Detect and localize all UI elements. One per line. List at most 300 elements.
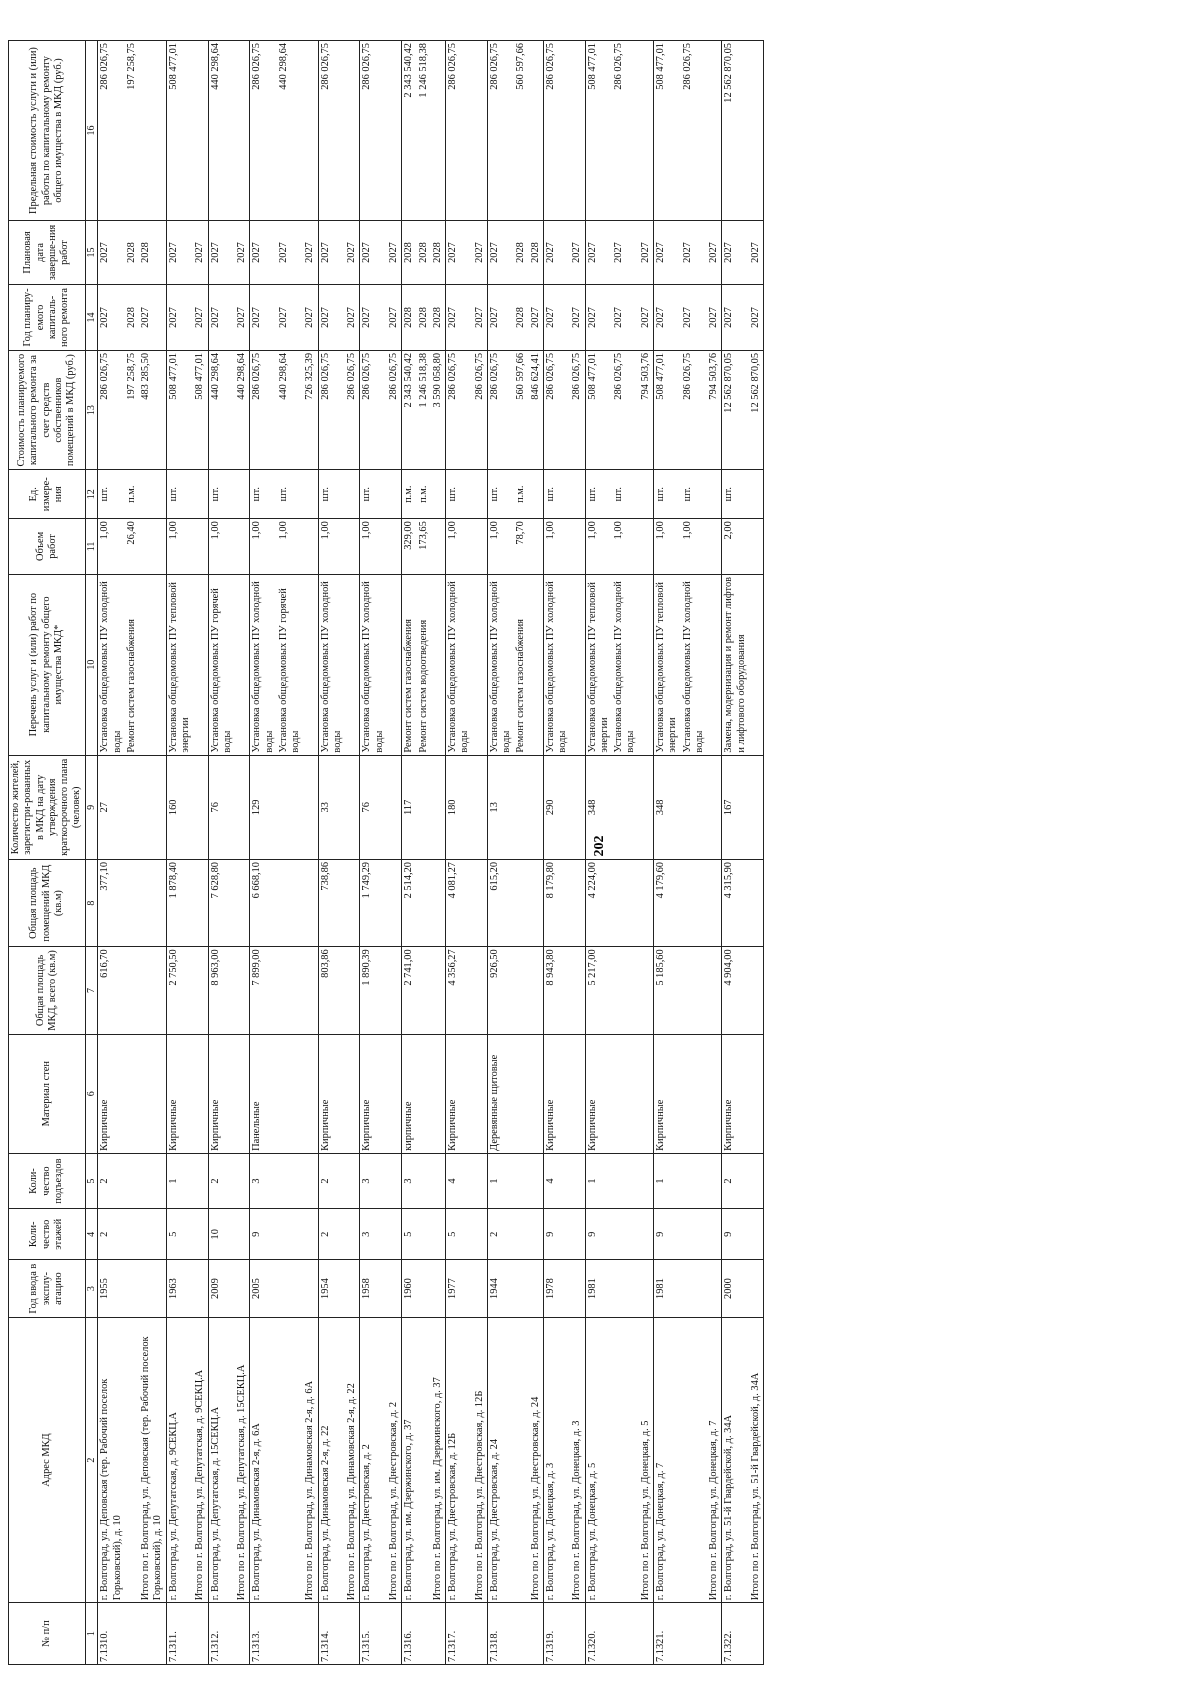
total-year: 2028 xyxy=(431,284,446,350)
column-header: Объем работ xyxy=(9,519,86,574)
empty-cell xyxy=(235,41,250,221)
cost-cell: 286 026,75 xyxy=(681,350,708,469)
empty-cell xyxy=(345,470,360,519)
walls-cell: Кирпичные xyxy=(543,1034,570,1153)
area-total-cell xyxy=(277,947,304,1034)
floors-cell: 9 xyxy=(250,1209,277,1260)
table-row xyxy=(487,41,514,1665)
table-row xyxy=(446,41,473,1665)
total-label: Итого по г. Волгоград, ул. Днестровская, д. 2 xyxy=(387,1317,402,1602)
walls-cell xyxy=(277,1034,304,1153)
empty-cell xyxy=(749,1034,764,1153)
year-cell: 2000 xyxy=(722,1260,749,1318)
plan-year-cell: 2027 xyxy=(360,284,387,350)
empty-cell xyxy=(473,1603,488,1665)
limit-cost-cell: 286 026,75 xyxy=(543,41,570,221)
cost-cell: 12 562 870,05 xyxy=(722,350,749,469)
plan-year-cell: 2027 xyxy=(612,284,639,350)
plan-year-cell: 2027 xyxy=(543,284,570,350)
column-header: Количество жителей, зарегистри-рованных в МКД на дату утверждения краткосрочного плана (человек) xyxy=(9,755,86,859)
work-name-cell: Установка общедомовых ПУ холодной воды xyxy=(250,574,277,755)
end-date-cell: 2027 xyxy=(487,221,514,285)
column-header: Коли-чество подъездов xyxy=(9,1153,86,1208)
area-rooms-cell xyxy=(612,859,639,946)
cost-cell: 1 246 518,38 xyxy=(417,350,431,469)
empty-cell xyxy=(387,859,402,946)
residents-cell xyxy=(612,755,639,859)
empty-cell xyxy=(529,947,544,1034)
year-cell xyxy=(514,1260,528,1318)
column-number: 1 xyxy=(85,1603,98,1665)
limit-cost-cell: 560 597,66 xyxy=(514,41,528,221)
table-row xyxy=(681,41,708,1665)
empty-cell xyxy=(431,1260,446,1318)
limit-cost-cell: 440 298,64 xyxy=(277,41,304,221)
limit-cost-cell: 197 258,75 xyxy=(125,41,139,221)
entrances-cell: 3 xyxy=(360,1153,387,1208)
total-cost: 440 298,64 xyxy=(235,350,250,469)
table-row xyxy=(514,41,528,1665)
empty-cell xyxy=(345,1603,360,1665)
entrances-cell xyxy=(125,1153,139,1208)
entrances-cell: 3 xyxy=(402,1153,417,1208)
end-date-cell: 2027 xyxy=(722,221,749,285)
area-rooms-cell: 4 081,27 xyxy=(446,859,473,946)
empty-cell xyxy=(749,470,764,519)
total-cost: 286 026,75 xyxy=(345,350,360,469)
empty-cell xyxy=(303,1209,318,1260)
address-cell xyxy=(125,1317,139,1602)
empty-cell xyxy=(529,1260,544,1318)
empty-cell xyxy=(193,1603,208,1665)
column-header: Общая площадь МКД, всего (кв.м) xyxy=(9,947,86,1034)
entry-number xyxy=(514,1603,528,1665)
floors-cell: 2 xyxy=(318,1209,345,1260)
residents-cell xyxy=(681,755,708,859)
total-year: 2027 xyxy=(139,284,166,350)
total-year: 2027 xyxy=(193,284,208,350)
empty-cell xyxy=(749,41,764,221)
unit-cell: шт. xyxy=(360,470,387,519)
cost-cell: 440 298,64 xyxy=(277,350,304,469)
empty-cell xyxy=(639,1034,654,1153)
total-end-date: 2027 xyxy=(193,221,208,285)
plan-year-cell: 2027 xyxy=(722,284,749,350)
volume-cell: 1,00 xyxy=(166,519,193,574)
empty-cell xyxy=(529,574,544,755)
year-cell xyxy=(277,1260,304,1318)
column-number: 6 xyxy=(85,1034,98,1153)
plan-year-cell: 2027 xyxy=(208,284,235,350)
floors-cell: 5 xyxy=(166,1209,193,1260)
volume-cell: 78,70 xyxy=(514,519,528,574)
area-rooms-cell xyxy=(125,859,139,946)
total-year: 2027 xyxy=(570,284,585,350)
limit-cost-cell: 286 026,75 xyxy=(446,41,473,221)
empty-cell xyxy=(387,574,402,755)
empty-cell xyxy=(749,1603,764,1665)
empty-cell xyxy=(707,859,722,946)
unit-cell: шт. xyxy=(487,470,514,519)
column-header: Год планиру-емого капиталь-ного ремонта xyxy=(9,284,86,350)
table-row xyxy=(250,41,277,1665)
entrances-cell xyxy=(612,1153,639,1208)
empty-cell xyxy=(749,859,764,946)
walls-cell: Кирпичные xyxy=(98,1034,125,1153)
column-header: Ед. измере-ния xyxy=(9,470,86,519)
address-cell: г. Волгоград, ул. Днестровская, д. 2 xyxy=(360,1317,387,1602)
empty-cell xyxy=(431,41,446,221)
end-date-cell: 2027 xyxy=(98,221,125,285)
floors-cell: 9 xyxy=(585,1209,612,1260)
entry-number: 7.1316. xyxy=(402,1603,417,1665)
empty-cell xyxy=(139,574,166,755)
area-rooms-cell xyxy=(681,859,708,946)
empty-cell xyxy=(431,1153,446,1208)
total-row xyxy=(345,41,360,1665)
cost-cell: 197 258,75 xyxy=(125,350,139,469)
unit-cell: шт. xyxy=(277,470,304,519)
year-cell: 1981 xyxy=(654,1260,681,1318)
walls-cell: Кирпичные xyxy=(585,1034,612,1153)
entry-number: 7.1320. xyxy=(585,1603,612,1665)
entry-number xyxy=(612,1603,639,1665)
plan-year-cell: 2027 xyxy=(98,284,125,350)
end-date-cell: 2028 xyxy=(402,221,417,285)
total-cost: 794 503,76 xyxy=(639,350,654,469)
work-name-cell: Установка общедомовых ПУ холодной воды xyxy=(98,574,125,755)
table-row xyxy=(125,41,139,1665)
empty-cell xyxy=(570,519,585,574)
plan-year-cell: 2027 xyxy=(318,284,345,350)
empty-cell xyxy=(387,755,402,859)
empty-cell xyxy=(235,1034,250,1153)
unit-cell: шт. xyxy=(98,470,125,519)
area-total-cell: 926,50 xyxy=(487,947,514,1034)
empty-cell xyxy=(749,947,764,1034)
work-name-cell: Установка общедомовых ПУ холодной воды xyxy=(543,574,570,755)
total-label: Итого по г. Волгоград, ул. Динамовская 2-я, д. 6А xyxy=(303,1317,318,1602)
empty-cell xyxy=(707,1209,722,1260)
column-number: 16 xyxy=(85,41,98,221)
total-end-date: 2027 xyxy=(235,221,250,285)
table-row xyxy=(360,41,387,1665)
walls-cell xyxy=(612,1034,639,1153)
year-cell: 1944 xyxy=(487,1260,514,1318)
year-cell: 1960 xyxy=(402,1260,417,1318)
entrances-cell: 2 xyxy=(98,1153,125,1208)
year-cell xyxy=(417,1260,431,1318)
area-total-cell: 5 185,60 xyxy=(654,947,681,1034)
walls-cell: Кирпичные xyxy=(654,1034,681,1153)
empty-cell xyxy=(570,1209,585,1260)
empty-cell xyxy=(139,470,166,519)
work-name-cell: Установка общедомовых ПУ тепловой энергии xyxy=(585,574,612,755)
empty-cell xyxy=(193,1153,208,1208)
address-cell: г. Волгоград, ул. Депутатская, д. 15СЕКЦ.А xyxy=(208,1317,235,1602)
floors-cell xyxy=(514,1209,528,1260)
total-cost: 794 503,76 xyxy=(707,350,722,469)
entrances-cell: 3 xyxy=(250,1153,277,1208)
limit-cost-cell: 508 477,01 xyxy=(166,41,193,221)
empty-cell xyxy=(193,1209,208,1260)
walls-cell: Кирпичные xyxy=(166,1034,193,1153)
entry-number: 7.1312. xyxy=(208,1603,235,1665)
column-number: 2 xyxy=(85,1317,98,1602)
total-label: Итого по г. Волгоград, ул. Днестровская, д. 12Б xyxy=(473,1317,488,1602)
empty-cell xyxy=(473,470,488,519)
cost-cell: 508 477,01 xyxy=(585,350,612,469)
volume-cell: 1,00 xyxy=(446,519,473,574)
entry-number: 7.1314. xyxy=(318,1603,345,1665)
empty-cell xyxy=(707,1153,722,1208)
total-end-date: 2027 xyxy=(749,221,764,285)
area-rooms-cell: 8 179,80 xyxy=(543,859,570,946)
empty-cell xyxy=(473,755,488,859)
empty-cell xyxy=(345,574,360,755)
end-date-cell: 2027 xyxy=(208,221,235,285)
work-name-cell: Установка общедомовых ПУ горячей воды xyxy=(277,574,304,755)
empty-cell xyxy=(431,574,446,755)
unit-cell: п.м. xyxy=(514,470,528,519)
entry-number: 7.1319. xyxy=(543,1603,570,1665)
empty-cell xyxy=(139,859,166,946)
total-cost: 286 026,75 xyxy=(570,350,585,469)
empty-cell xyxy=(387,1153,402,1208)
total-row xyxy=(431,41,446,1665)
volume-cell: 1,00 xyxy=(681,519,708,574)
floors-cell: 9 xyxy=(543,1209,570,1260)
total-end-date: 2028 xyxy=(431,221,446,285)
empty-cell xyxy=(707,947,722,1034)
cost-cell: 286 026,75 xyxy=(318,350,345,469)
residents-cell: 76 xyxy=(360,755,387,859)
entrances-cell: 2 xyxy=(208,1153,235,1208)
column-header: Год ввода в эксплу-атацию xyxy=(9,1260,86,1318)
plan-year-cell: 2028 xyxy=(402,284,417,350)
column-header: Перечень услуг и (или) работ по капитальному ремонту общего имущества МКД* xyxy=(9,574,86,755)
plan-year-cell: 2027 xyxy=(585,284,612,350)
cost-cell: 560 597,66 xyxy=(514,350,528,469)
table-row xyxy=(417,41,431,1665)
empty-cell xyxy=(235,947,250,1034)
empty-cell xyxy=(529,1209,544,1260)
address-cell: г. Волгоград, ул. Динамовская 2-я, д. 6А xyxy=(250,1317,277,1602)
empty-cell xyxy=(473,41,488,221)
table-row xyxy=(277,41,304,1665)
empty-cell xyxy=(707,470,722,519)
limit-cost-cell: 286 026,75 xyxy=(250,41,277,221)
plan-year-cell: 2028 xyxy=(417,284,431,350)
empty-cell xyxy=(303,1260,318,1318)
empty-cell xyxy=(570,755,585,859)
area-rooms-cell: 738,86 xyxy=(318,859,345,946)
total-end-date: 2027 xyxy=(473,221,488,285)
volume-cell: 1,00 xyxy=(208,519,235,574)
empty-cell xyxy=(749,1260,764,1318)
residents-cell: 117 xyxy=(402,755,417,859)
empty-cell xyxy=(749,574,764,755)
plan-year-cell: 2027 xyxy=(681,284,708,350)
unit-cell: шт. xyxy=(166,470,193,519)
entry-number: 7.1311. xyxy=(166,1603,193,1665)
entrances-cell xyxy=(277,1153,304,1208)
unit-cell: шт. xyxy=(250,470,277,519)
address-cell: г. Волгоград, ул. 51-й Гвардейской, д. 34А xyxy=(722,1317,749,1602)
column-header: Стоимость планируемого капитального ремонта за счет средств собственников помещений в МКД (руб.) xyxy=(9,350,86,469)
address-cell: г. Волгоград, ул. Днестровская, д. 24 xyxy=(487,1317,514,1602)
total-cost: 286 026,75 xyxy=(473,350,488,469)
plan-year-cell: 2028 xyxy=(125,284,139,350)
volume-cell: 1,00 xyxy=(612,519,639,574)
empty-cell xyxy=(570,859,585,946)
column-number: 3 xyxy=(85,1260,98,1318)
total-label: Итого по г. Волгоград, ул. Донецкая, д. 5 xyxy=(639,1317,654,1602)
floors-cell: 2 xyxy=(98,1209,125,1260)
entrances-cell xyxy=(417,1153,431,1208)
empty-cell xyxy=(570,470,585,519)
volume-cell: 1,00 xyxy=(277,519,304,574)
residents-cell: 33 xyxy=(318,755,345,859)
plan-year-cell: 2028 xyxy=(514,284,528,350)
total-cost: 12 562 870,05 xyxy=(749,350,764,469)
column-header: Адрес МКД xyxy=(9,1317,86,1602)
total-cost: 846 624,41 xyxy=(529,350,544,469)
total-end-date: 2027 xyxy=(387,221,402,285)
end-date-cell: 2027 xyxy=(681,221,708,285)
area-total-cell xyxy=(612,947,639,1034)
limit-cost-cell: 286 026,75 xyxy=(98,41,125,221)
empty-cell xyxy=(529,859,544,946)
end-date-cell: 2027 xyxy=(360,221,387,285)
end-date-cell: 2028 xyxy=(514,221,528,285)
area-rooms-cell xyxy=(514,859,528,946)
limit-cost-cell: 440 298,64 xyxy=(208,41,235,221)
address-cell xyxy=(417,1317,431,1602)
walls-cell: Кирпичные xyxy=(318,1034,345,1153)
total-label: Итого по г. Волгоград, ул. 51-й Гвардейской, д. 34А xyxy=(749,1317,764,1602)
residents-cell: 290 xyxy=(543,755,570,859)
work-name-cell: Установка общедомовых ПУ тепловой энергии xyxy=(166,574,193,755)
empty-cell xyxy=(387,1209,402,1260)
floors-cell: 9 xyxy=(722,1209,749,1260)
table-row xyxy=(166,41,193,1665)
end-date-cell: 2027 xyxy=(612,221,639,285)
area-rooms-cell: 4 224,00 xyxy=(585,859,612,946)
empty-cell xyxy=(387,1260,402,1318)
area-total-cell: 8 943,80 xyxy=(543,947,570,1034)
total-row xyxy=(303,41,318,1665)
unit-cell: шт. xyxy=(654,470,681,519)
total-row xyxy=(749,41,764,1665)
work-name-cell: Установка общедомовых ПУ холодной воды xyxy=(681,574,708,755)
empty-cell xyxy=(139,1153,166,1208)
empty-cell xyxy=(235,1153,250,1208)
address-cell xyxy=(514,1317,528,1602)
table-row xyxy=(722,41,749,1665)
empty-cell xyxy=(193,470,208,519)
volume-cell: 1,00 xyxy=(543,519,570,574)
total-end-date: 2027 xyxy=(345,221,360,285)
limit-cost-cell: 286 026,75 xyxy=(681,41,708,221)
column-number: 7 xyxy=(85,947,98,1034)
empty-cell xyxy=(303,41,318,221)
residents-cell: 167 xyxy=(722,755,749,859)
total-year: 2027 xyxy=(235,284,250,350)
empty-cell xyxy=(345,1034,360,1153)
empty-cell xyxy=(570,1034,585,1153)
address-cell xyxy=(612,1317,639,1602)
address-cell: г. Волгоград, ул. Донецкая, д. 3 xyxy=(543,1317,570,1602)
unit-cell: п.м. xyxy=(402,470,417,519)
empty-cell xyxy=(707,574,722,755)
empty-cell xyxy=(529,755,544,859)
empty-cell xyxy=(473,1034,488,1153)
floors-cell: 10 xyxy=(208,1209,235,1260)
total-end-date: 2027 xyxy=(639,221,654,285)
column-header: № п/п xyxy=(9,1603,86,1665)
empty-cell xyxy=(235,1209,250,1260)
empty-cell xyxy=(235,574,250,755)
total-year: 2027 xyxy=(303,284,318,350)
volume-cell: 1,00 xyxy=(360,519,387,574)
unit-cell: шт. xyxy=(612,470,639,519)
table-row xyxy=(98,41,125,1665)
address-cell: г. Волгоград, ул. Деповская (тер. Рабочий поселок Горьковский), д. 10 xyxy=(98,1317,125,1602)
total-row xyxy=(139,41,166,1665)
empty-cell xyxy=(139,1209,166,1260)
walls-cell: Деревянные щитовые xyxy=(487,1034,514,1153)
volume-cell: 173,65 xyxy=(417,519,431,574)
work-name-cell: Установка общедомовых ПУ тепловой энергии xyxy=(654,574,681,755)
end-date-cell: 2027 xyxy=(318,221,345,285)
volume-cell: 1,00 xyxy=(98,519,125,574)
area-total-cell xyxy=(125,947,139,1034)
empty-cell xyxy=(529,1034,544,1153)
unit-cell: шт. xyxy=(585,470,612,519)
total-row xyxy=(529,41,544,1665)
total-end-date: 2028 xyxy=(529,221,544,285)
year-cell xyxy=(125,1260,139,1318)
empty-cell xyxy=(639,947,654,1034)
capital-repair-table xyxy=(8,40,764,1665)
walls-cell xyxy=(417,1034,431,1153)
column-number: 12 xyxy=(85,470,98,519)
address-cell: г. Волгоград, ул. им. Дзержинского, д. 37 xyxy=(402,1317,417,1602)
entry-number xyxy=(681,1603,708,1665)
empty-cell xyxy=(431,1603,446,1665)
total-cost: 3 590 058,80 xyxy=(431,350,446,469)
floors-cell: 3 xyxy=(360,1209,387,1260)
area-rooms-cell: 4 315,90 xyxy=(722,859,749,946)
address-cell: г. Волгоград, ул. Динамовская 2-я, д. 22 xyxy=(318,1317,345,1602)
empty-cell xyxy=(431,859,446,946)
end-date-cell: 2027 xyxy=(654,221,681,285)
area-total-cell: 7 899,00 xyxy=(250,947,277,1034)
total-cost: 286 026,75 xyxy=(387,350,402,469)
area-total-cell: 2 741,00 xyxy=(402,947,417,1034)
empty-cell xyxy=(345,755,360,859)
volume-cell: 26,40 xyxy=(125,519,139,574)
end-date-cell: 2027 xyxy=(585,221,612,285)
entry-number: 7.1310. xyxy=(98,1603,125,1665)
empty-cell xyxy=(387,947,402,1034)
empty-cell xyxy=(139,947,166,1034)
address-cell: г. Волгоград, ул. Донецкая, д. 5 xyxy=(585,1317,612,1602)
end-date-cell: 2027 xyxy=(250,221,277,285)
area-rooms-cell xyxy=(277,859,304,946)
total-cost: 726 325,39 xyxy=(303,350,318,469)
